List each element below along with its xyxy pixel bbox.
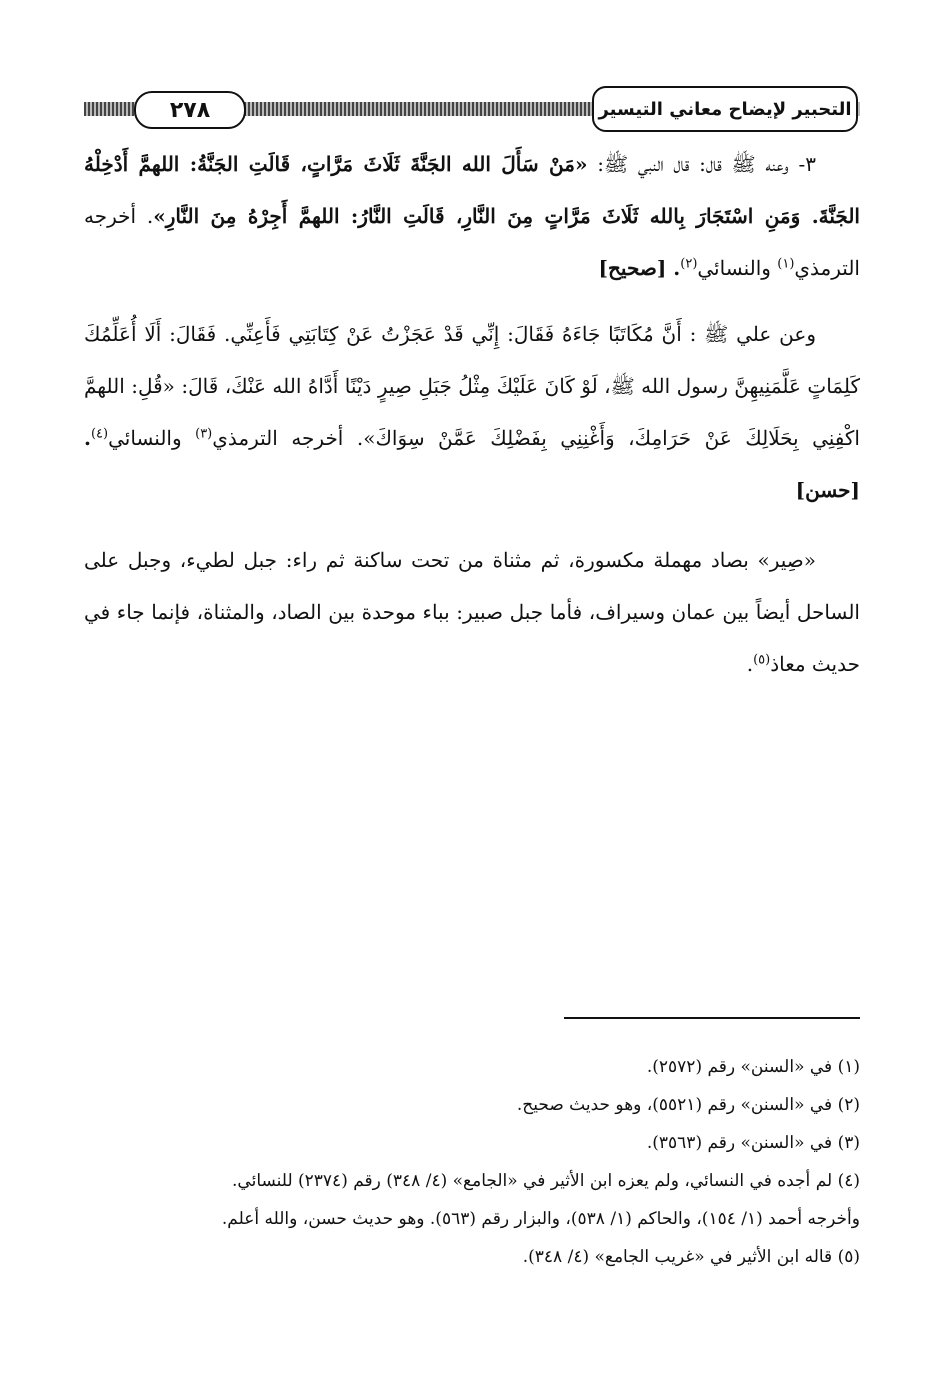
footnote: (٤) لم أجده في النسائي، ولم يعزه ابن الأثير في «الجامع» (٤/ ٣٤٨) رقم (٢٣٧٤) للنسائي.: [232, 1171, 860, 1191]
footnote: (٥) قاله ابن الأثير في «غريب الجامع» (٤/ ٣٤٨).: [522, 1247, 860, 1267]
page-header: [84, 86, 860, 132]
hadith-paragraph: [84, 138, 860, 294]
hadith-paragraph: [84, 308, 860, 516]
source-text: . أخرجه الترمذي: [84, 204, 860, 280]
footnote: وأخرجه أحمد (١/ ١٥٤)، والحاكم (١/ ٥٣٨)، والبزار رقم (٥٦٣). وهو حديث حسن، والله أعلم.: [221, 1209, 860, 1229]
footnote-ref: (٣): [195, 426, 213, 442]
source-text: والنسائي: [697, 256, 778, 280]
footnote-ref: (٢): [680, 256, 698, 272]
note-text: «صِير» بصاد مهملة مكسورة، ثم مثناة من تحت ساكنة ثم راء: جبل لطيء، وجبل على الساحل أيضاً بين عمان وسيراف، فأما جبل صبير: بباء موحدة بين الصاد، والمثناة، فإنما جاء في حديث معاذ: [84, 548, 860, 676]
hadith-grade: . [حسن]: [84, 426, 860, 502]
source-text: . أخرجه الترمذي: [212, 426, 364, 450]
footnote-ref: (٥): [753, 652, 771, 668]
hadith-intro: وعن علي ﷺ :: [681, 322, 816, 346]
footnote: (٢) في «السنن» رقم (٥٥٢١)، وهو حديث صحيح.: [516, 1095, 860, 1115]
footnote-divider: [564, 1017, 860, 1019]
hadith-intro: ٣- وعنه ﷺ قال: قال النبي ﷺ:: [587, 152, 816, 176]
hadith-grade: . [صحيح]: [598, 256, 681, 280]
footnote-ref: (٤): [90, 426, 109, 442]
footnotes: [84, 1048, 860, 1276]
explanatory-note: [84, 534, 860, 690]
footnote: (٣) في «السنن» رقم (٣٥٦٣).: [646, 1133, 860, 1153]
page-number: ٢٧٨: [134, 91, 246, 129]
source-text: والنسائي: [108, 426, 196, 450]
footnote-ref: (١): [777, 256, 795, 272]
note-end: .: [746, 652, 754, 676]
hadith-quote: أَنَّ مُكَاتَبًا جَاءَهُ فَقَالَ: إِنِّي قَدْ عَجَزْتُ عَنْ كِتَابَتِي فَأَعِنِّي. فَقَالَ: أَلَا أُعَلِّمُكَ كَلِمَاتٍ عَلَّمَنِيهِنَّ رسول الله ﷺ، لَوْ كَانَ عَلَيْكَ مِثْلُ جَبَلِ صِيرٍ دَيْنًا أَدَّاهُ الله عَنْكَ، قَالَ: «قُلِ: اللهمَّ اكْفِنِي بِحَلَالِكَ عَنْ حَرَامِكَ، وَأَغْنِنِي بِفَضْلِكَ عَمَّنْ سِوَاكَ»: [84, 322, 860, 450]
footnote: (١) في «السنن» رقم (٢٥٧٢).: [646, 1057, 860, 1077]
hadith-quote: «مَنْ سَأَلَ الله الجَنَّةَ ثَلَاثَ مَرَّاتٍ، قَالَتِ الجَنَّةُ: اللهمَّ أَدْخِلْهُ الجَنَّةَ. وَمَنِ اسْتَجَارَ بِالله ثَلَاثَ مَرَّاتٍ مِنَ النَّارِ، قَالَتِ النَّارُ: اللهمَّ أَجِرْهُ مِنَ النَّارِ»: [84, 152, 860, 228]
main-text: [84, 138, 860, 704]
book-title: التحبير لإيضاح معاني التيسير: [592, 86, 858, 132]
